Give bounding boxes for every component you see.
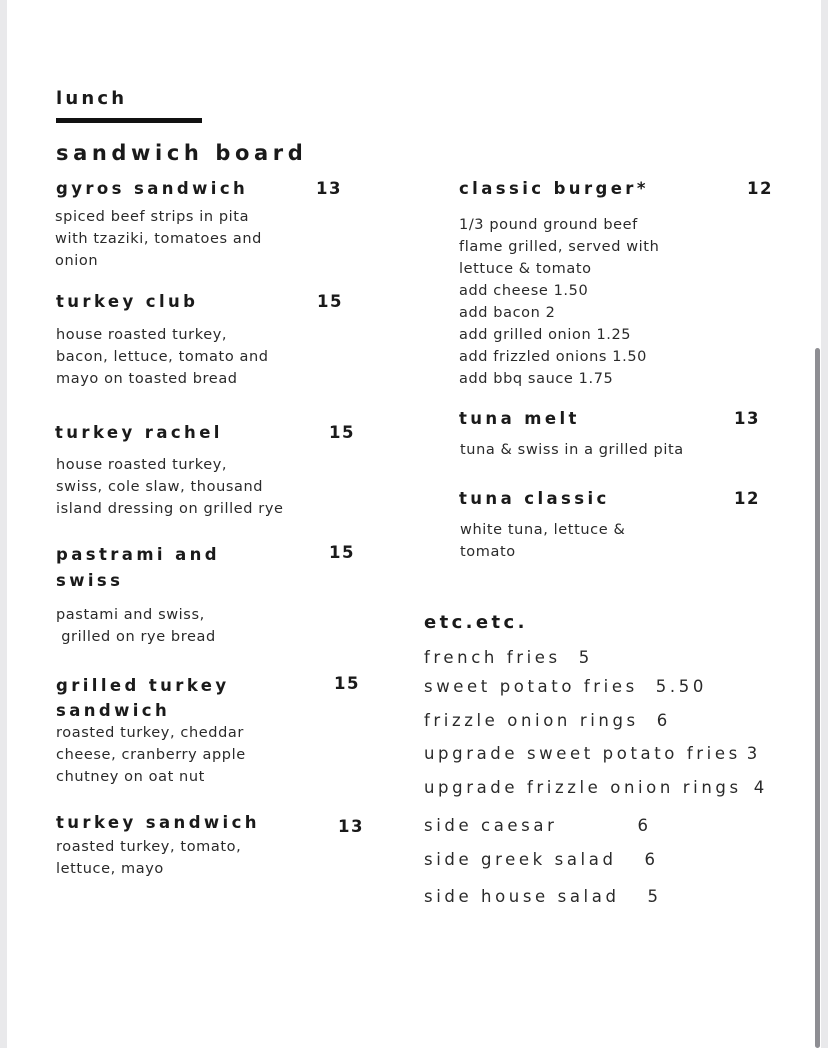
side-name: side caesar <box>424 816 558 835</box>
side-price: 4 <box>753 778 768 797</box>
desc-line: spiced beef strips in pita <box>55 209 250 225</box>
side-item-sweet-potato-fries <box>424 677 707 696</box>
item-price-grilled-turkey-sandwich: 15 <box>334 674 360 693</box>
item-price-pastrami-and-swiss: 15 <box>329 543 355 562</box>
item-price-gyros-sandwich: 13 <box>316 179 342 198</box>
side-name: upgrade sweet potato fries <box>424 744 741 763</box>
item-desc-grilled-turkey-sandwich <box>56 722 246 788</box>
item-price-classic-burger: 12 <box>747 179 773 198</box>
desc-line: flame grilled, served with <box>459 239 660 255</box>
name-line: sandwich <box>56 701 171 720</box>
item-desc-turkey-club <box>56 324 269 390</box>
desc-line: with tzaziki, tomatoes and <box>55 231 262 247</box>
side-name: side greek salad <box>424 850 617 869</box>
desc-line: cheese, cranberry apple <box>56 747 246 763</box>
side-item-french-fries <box>424 648 593 667</box>
item-name-tuna-classic: tuna classic <box>459 489 610 508</box>
item-name-turkey-rachel: turkey rachel <box>55 423 223 442</box>
desc-line: add frizzled onions 1.50 <box>459 349 647 365</box>
menu-title: lunch <box>56 88 128 109</box>
side-item-side-greek-salad <box>424 850 659 869</box>
item-price-turkey-club: 15 <box>317 292 343 311</box>
side-item-upgrade-sweet-potato-fries <box>424 744 761 763</box>
desc-line: add bbq sauce 1.75 <box>459 371 614 387</box>
desc-line: add bacon 2 <box>459 305 556 321</box>
item-price-turkey-rachel: 15 <box>329 423 355 442</box>
desc-line: bacon, lettuce, tomato and <box>56 349 269 365</box>
desc-line: tuna & swiss in a grilled pita <box>460 442 684 458</box>
item-price-tuna-melt: 13 <box>734 409 760 428</box>
desc-line: pastami and swiss, <box>56 607 205 623</box>
side-item-side-caesar <box>424 816 652 835</box>
desc-line: swiss, cole slaw, thousand <box>56 479 264 495</box>
item-desc-classic-burger <box>459 214 659 390</box>
item-desc-turkey-sandwich <box>56 836 241 880</box>
desc-line: 1/3 pound ground beef <box>459 217 638 233</box>
side-name: frizzle onion rings <box>424 711 639 730</box>
desc-line: white tuna, lettuce & <box>460 522 626 538</box>
desc-line: add grilled onion 1.25 <box>459 327 632 343</box>
item-name-gyros-sandwich: gyros sandwich <box>56 179 249 198</box>
side-price: 6 <box>637 816 652 835</box>
side-name: upgrade frizzle onion rings <box>424 778 742 797</box>
item-desc-turkey-rachel <box>56 454 284 520</box>
desc-line: add cheese 1.50 <box>459 283 589 299</box>
name-line: pastrami and <box>56 545 221 564</box>
side-price: 5 <box>578 648 593 667</box>
item-name-pastrami-and-swiss <box>56 542 220 594</box>
desc-line: tomato <box>460 544 516 560</box>
side-price: 6 <box>656 711 671 730</box>
item-price-turkey-sandwich: 13 <box>338 817 364 836</box>
side-price: 5 <box>647 887 662 906</box>
side-name: side house salad <box>424 887 620 906</box>
section-heading-etc: etc.etc. <box>424 612 528 633</box>
side-price: 3 <box>746 744 761 763</box>
desc-line: roasted turkey, tomato, <box>56 839 242 855</box>
item-desc-tuna-classic <box>460 519 625 563</box>
side-name: french fries <box>424 648 561 667</box>
item-name-turkey-club: turkey club <box>56 292 199 311</box>
desc-line: chutney on oat nut <box>56 769 205 785</box>
side-price: 5.50 <box>655 677 707 696</box>
desc-line: mayo on toasted bread <box>56 371 238 387</box>
item-desc-pastrami-and-swiss <box>56 604 216 648</box>
desc-line: grilled on rye bread <box>56 629 216 645</box>
item-desc-tuna-melt <box>460 439 684 461</box>
item-name-tuna-melt: tuna melt <box>459 409 580 428</box>
desc-line: island dressing on grilled rye <box>56 501 284 517</box>
desc-line: lettuce & tomato <box>459 261 592 277</box>
desc-line: house roasted turkey, <box>56 457 228 473</box>
side-price: 6 <box>644 850 659 869</box>
name-line: swiss <box>56 571 124 590</box>
item-name-classic-burger: classic burger* <box>459 179 649 198</box>
item-price-tuna-classic: 12 <box>734 489 760 508</box>
item-name-grilled-turkey-sandwich <box>56 673 230 723</box>
item-desc-gyros-sandwich <box>55 206 262 272</box>
desc-line: house roasted turkey, <box>56 327 228 343</box>
name-line: grilled turkey <box>56 676 230 695</box>
vertical-scrollbar[interactable] <box>815 348 820 1048</box>
desc-line: lettuce, mayo <box>56 861 164 877</box>
section-heading-sandwich-board: sandwich board <box>56 141 308 165</box>
desc-line: roasted turkey, cheddar <box>56 725 244 741</box>
side-item-frizzle-onion-rings <box>424 711 671 730</box>
side-item-upgrade-frizzle-onion-rings <box>424 778 768 797</box>
title-underline <box>56 118 202 123</box>
desc-line: onion <box>55 253 99 269</box>
side-name: sweet potato fries <box>424 677 638 696</box>
menu-page <box>7 0 821 1048</box>
item-name-turkey-sandwich: turkey sandwich <box>56 813 260 832</box>
side-item-side-house-salad <box>424 887 662 906</box>
